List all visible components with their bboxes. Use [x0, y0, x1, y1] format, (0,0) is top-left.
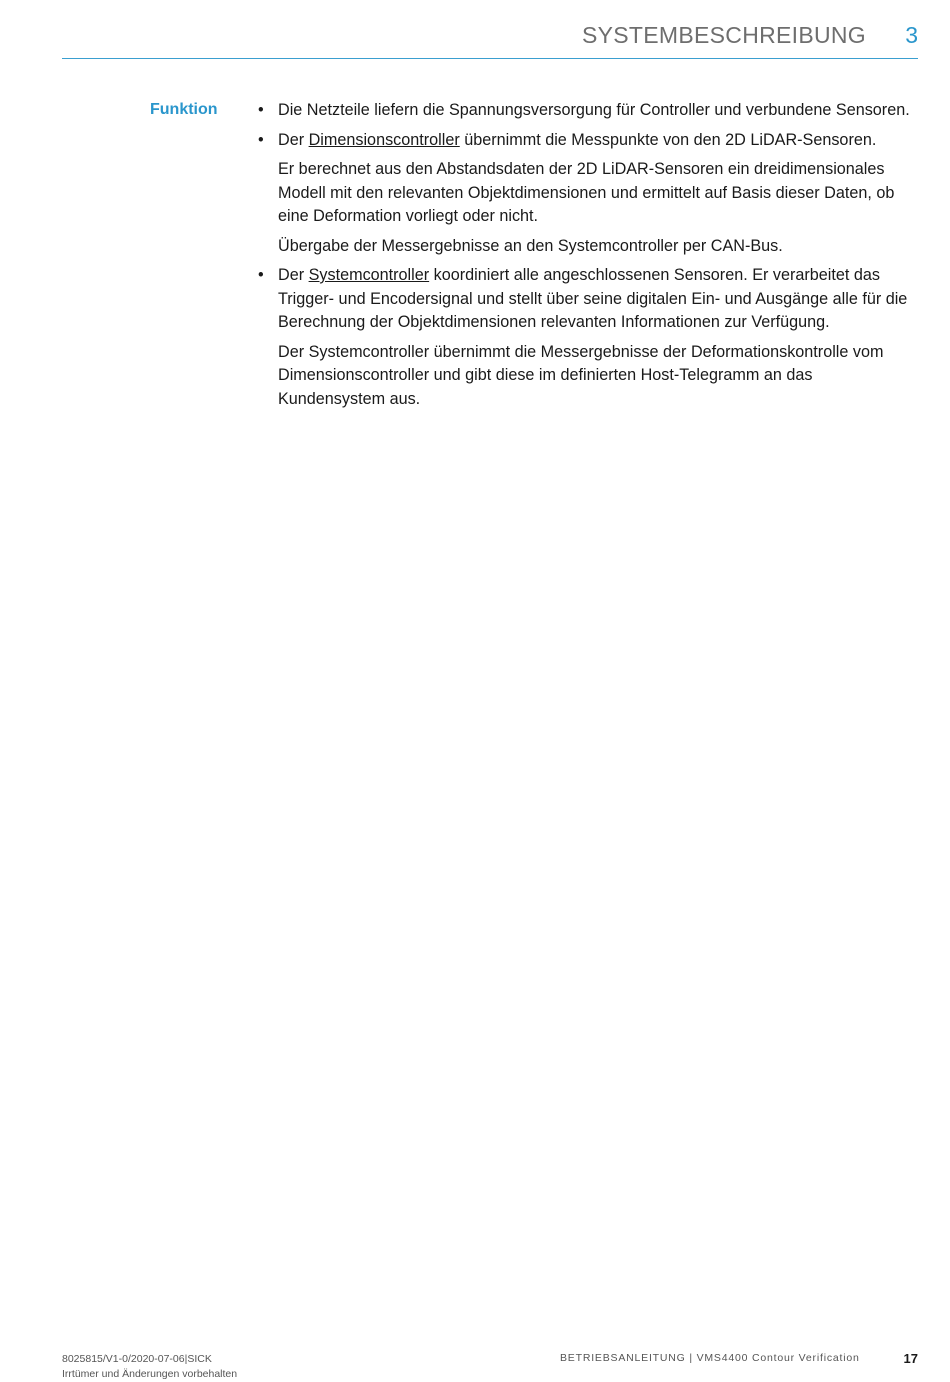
footer-manual-title: BETRIEBSANLEITUNG | VMS4400 Contour Verification — [560, 1352, 860, 1364]
footer-doc-info — [62, 1352, 237, 1382]
page-number: 17 — [903, 1351, 918, 1366]
bullet-icon: • — [258, 130, 264, 149]
list-item — [255, 264, 920, 411]
paragraph: Die Netzteile liefern die Spannungsversorgung für Controller und verbundene Sensoren. — [278, 101, 910, 119]
list-item — [255, 99, 920, 123]
bullet-icon: • — [258, 266, 264, 284]
list-item — [255, 129, 920, 259]
section-label: Funktion — [150, 101, 218, 118]
bullet-list — [255, 99, 920, 417]
footer-disclaimer: Irrtümer und Änderungen vorbehalten — [62, 1368, 238, 1380]
footer-doc-id: 8025815/V1-0/2020-07-06|SICK — [62, 1353, 212, 1365]
dimensionscontroller-link[interactable]: Dimensionscontroller — [308, 130, 460, 149]
paragraph: Er berechnet aus den Abstandsdaten der 2D LiDAR-Sensoren ein dreidimensionales Modell mit den relevanten Objektdimensionen und ermittelt auf Basis dieser Daten, ob eine Deformation vorliegt oder nicht. — [278, 160, 895, 225]
systemcontroller-link[interactable]: Systemcontroller — [308, 266, 430, 284]
paragraph: Übergabe der Messergebnisse an den Systemcontroller per CAN-Bus. — [278, 236, 783, 255]
page-header — [62, 0, 918, 59]
chapter-title: SYSTEMBESCHREIBUNG — [581, 22, 866, 48]
chapter-number: 3 — [905, 22, 918, 48]
bullet-icon: • — [258, 101, 264, 119]
paragraph: Der Dimensionscontroller übernimmt die Messpunkte von den 2D LiDAR-Sensoren. — [278, 130, 877, 149]
paragraph: Der Systemcontroller koordiniert alle angeschlossenen Sensoren. Er verarbeitet das Trigger- und Encodersignal und stellt über seine digitalen Ein- und Ausgänge alle für die Berechnung der Objektdimensionen relevanten Informationen zur Verfügung. — [278, 266, 908, 331]
paragraph: Der Systemcontroller übernimmt die Messergebnisse der Deformationskontrolle vom Dimensionscontroller und gibt diese im definierten Host-Telegramm an das Kundensystem aus. — [278, 342, 884, 408]
